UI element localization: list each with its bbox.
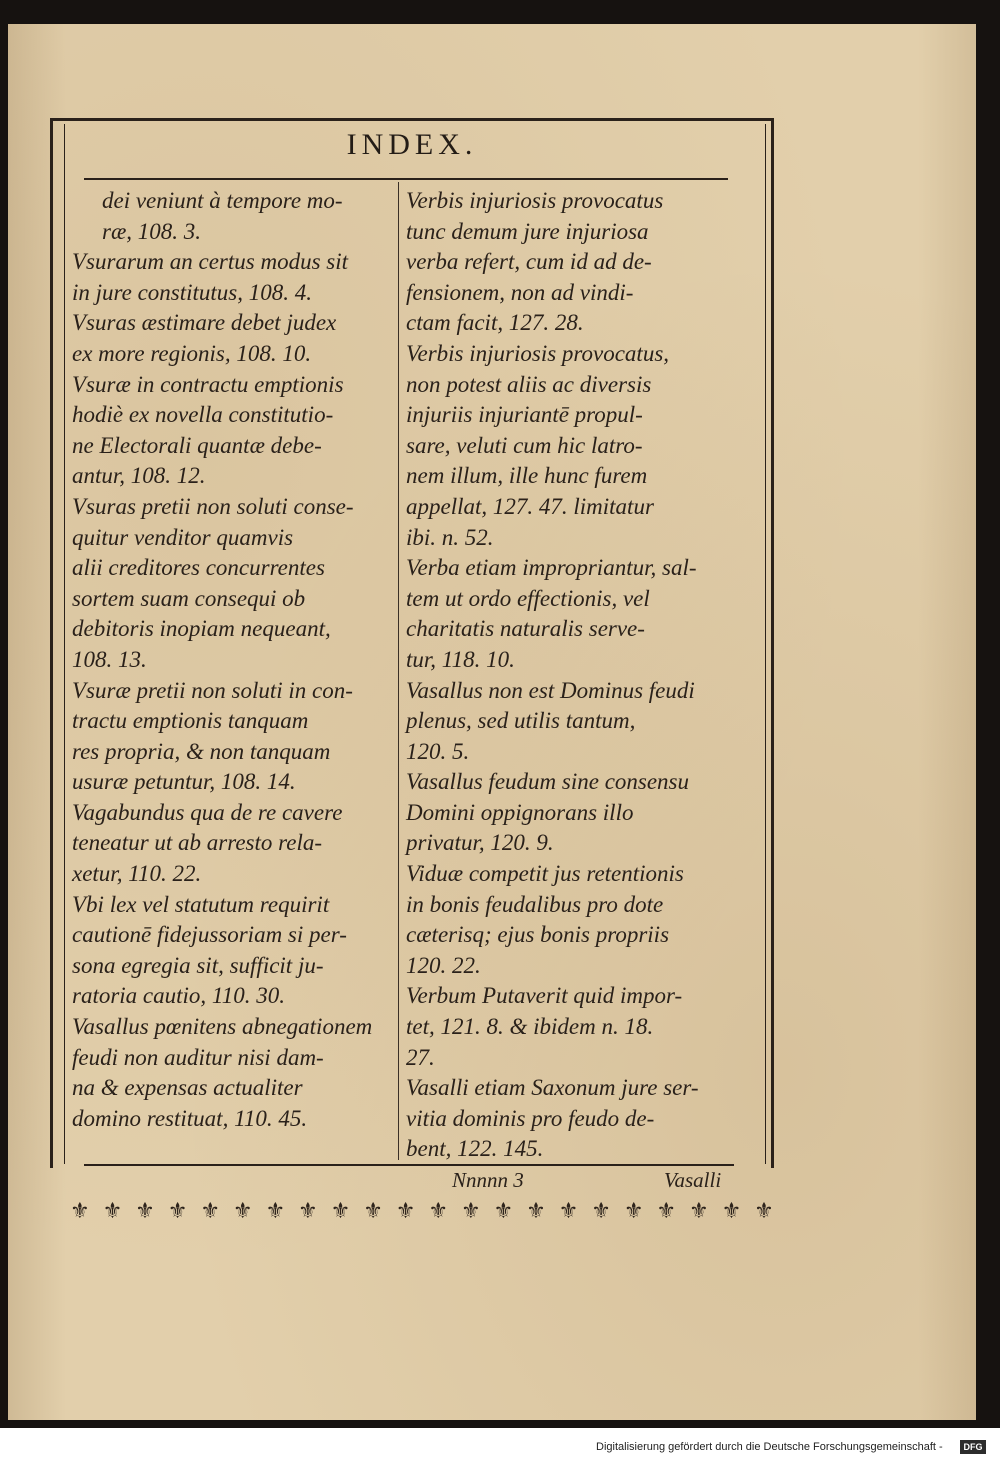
ornament-band [70, 1196, 774, 1226]
index-entry [406, 859, 724, 981]
entry-line: tem ut ordo effectionis, vel [406, 585, 650, 611]
index-entry [72, 370, 390, 492]
entry-line: Domini oppignorans illo [406, 799, 634, 825]
entry-line: Verbis injuriosis provocatus, [406, 340, 670, 366]
fleuron-icon: ⚜ [623, 1198, 644, 1223]
entry-line: privatur, 120. 9. [406, 830, 554, 856]
index-entry [406, 339, 724, 553]
entry-line: fensionem, non ad vindi- [406, 279, 634, 305]
signature-mark: Nnnnn 3 [452, 1168, 524, 1192]
entry-line: sare, veluti cum hic latro- [406, 432, 643, 458]
entry-line: vitia dominis pro feudo de- [406, 1105, 655, 1131]
entry-line: Viduæ competit jus retentionis [406, 861, 684, 887]
entry-line: debitoris inopiam nequeant, [72, 616, 331, 642]
digitization-credit: Digitalisierung gefördert durch die Deutsche Forschungsgemeinschaft - [596, 1441, 943, 1453]
entry-line: injuriis injuriantē propul- [406, 402, 643, 428]
fleuron-icon: ⚜ [526, 1198, 546, 1223]
column-divider [398, 182, 399, 1160]
entry-line: sona egregia sit, sufficit ju- [72, 952, 324, 978]
fleuron-icon: ⚜ [656, 1198, 677, 1223]
entry-line: ctam facit, 127. 28. [406, 310, 584, 336]
index-entry [406, 186, 724, 339]
entry-line: xetur, 110. 22. [72, 861, 202, 887]
entry-line: verba refert, cum id ad de- [406, 249, 652, 275]
entry-line: Vsurarum an certus modus sit [72, 249, 349, 275]
entry-line: nem illum, ille hunc furem [406, 463, 648, 489]
entry-line: Vsuras æstimare debet judex [72, 310, 337, 336]
entry-line: ex more regionis, 108. 10. [72, 340, 312, 366]
entry-line: appellat, 127. 47. limitatur [406, 493, 654, 519]
entry-line: Vbi lex vel statutum requirit [72, 891, 330, 917]
entry-line: Vasalli etiam Saxonum jure ser- [406, 1075, 699, 1101]
fleuron-icon: ⚜ [428, 1198, 449, 1223]
right-column [406, 186, 724, 1165]
fleuron-icon: ⚜ [721, 1198, 742, 1223]
entry-line: Verbum Putaverit quid impor- [406, 983, 683, 1009]
index-entry [406, 981, 724, 1073]
fleuron-icon: ⚜ [493, 1198, 514, 1223]
entry-line: Vsuræ in contractu emptionis [72, 371, 344, 397]
index-entry [72, 1012, 390, 1134]
entry-line: ræ, 108. 3. [102, 218, 202, 244]
entry-line: plenus, sed utilis tantum, [406, 708, 636, 734]
entry-line: bent, 122. 145. [406, 1136, 544, 1162]
entry-line: tur, 118. 10. [406, 646, 515, 672]
fleuron-icon: ⚜ [591, 1198, 611, 1223]
entry-line: tunc demum jure injuriosa [406, 218, 649, 244]
entry-line: Vasallus feudum sine consensu [406, 769, 690, 795]
fleuron-icon: ⚜ [200, 1198, 221, 1223]
entry-line: alii creditores concurrentes [72, 555, 325, 581]
fleuron-icon: ⚜ [70, 1198, 90, 1223]
entry-line: in bonis feudalibus pro dote [406, 891, 664, 917]
entry-line: teneatur ut ab arresto rela- [72, 830, 322, 856]
entry-line: usuræ petuntur, 108. 14. [72, 769, 296, 795]
entry-line: na & expensas actualiter [72, 1075, 303, 1101]
entry-line: feudi non auditur nisi dam- [72, 1044, 324, 1070]
entry-line: ibi. n. 52. [406, 524, 494, 550]
index-entry [406, 767, 724, 859]
index-entry [72, 676, 390, 798]
header-rule [84, 178, 728, 180]
left-column [72, 186, 390, 1134]
fleuron-icon: ⚜ [688, 1198, 709, 1223]
entry-line: res propria, & non tanquam [72, 738, 331, 764]
entry-line: antur, 108. 12. [72, 463, 206, 489]
entry-line: Vagabundus qua de re cavere [72, 799, 343, 825]
fleuron-icon: ⚜ [102, 1198, 123, 1223]
catchword: Vasalli [664, 1168, 722, 1192]
fleuron-icon: ⚜ [298, 1198, 318, 1223]
fleuron-icon: ⚜ [754, 1198, 774, 1223]
fleuron-icon: ⚜ [232, 1198, 253, 1223]
entry-line: quitur venditor quamvis [72, 524, 294, 550]
fleuron-icon: ⚜ [363, 1198, 383, 1223]
entry-line: in jure constitutus, 108. 4. [72, 279, 313, 305]
entry-line: dei veniunt à tempore mo- [102, 188, 343, 213]
dfg-logo-icon: DFG [960, 1440, 986, 1454]
index-entry [72, 308, 390, 369]
index-entry [406, 676, 724, 768]
entry-line: Verba etiam impropriantur, sal- [406, 555, 697, 581]
entry-line: Vsuræ pretii non soluti in con- [72, 677, 353, 703]
entry-line: Vasallus pœnitens abnegationem [72, 1014, 373, 1040]
entry-line: charitatis naturalis serve- [406, 616, 645, 642]
fleuron-icon: ⚜ [330, 1198, 351, 1223]
fleuron-icon: ⚜ [460, 1198, 481, 1223]
entry-line: tet, 121. 8. & ibidem n. 18. [406, 1014, 654, 1040]
index-entry [72, 890, 390, 1012]
index-entry [72, 492, 390, 676]
entry-line: hodiè ex novella constitutio- [72, 402, 334, 428]
fleuron-icon: ⚜ [558, 1198, 579, 1223]
entry-line: non potest aliis ac diversis [406, 371, 652, 397]
entry-line: 120. 22. [406, 952, 481, 978]
fleuron-icon: ⚜ [395, 1198, 416, 1223]
entry-line: sortem suam consequi ob [72, 585, 306, 611]
entry-line: cæterisq; ejus bonis propriis [406, 922, 670, 948]
index-entry [72, 798, 390, 890]
page-title: INDEX. [346, 128, 478, 161]
index-entry [72, 247, 390, 308]
entry-line: ne Electorali quantæ debe- [72, 432, 322, 458]
entry-line: ratoria cautio, 110. 30. [72, 983, 285, 1009]
index-entry [406, 1073, 724, 1165]
entry-line: 120. 5. [406, 738, 470, 764]
fleuron-icon: ⚜ [265, 1198, 286, 1223]
fleuron-icon: ⚜ [135, 1198, 155, 1223]
entry-line: 27. [406, 1044, 435, 1070]
fleuron-icon: ⚜ [167, 1198, 188, 1223]
entry-line: cautionē fidejussoriam si per- [72, 922, 347, 948]
entry-line: tractu emptionis tanquam [72, 708, 309, 734]
index-entry [72, 186, 390, 247]
entry-line: 108. 13. [72, 646, 147, 672]
entry-line: Verbis injuriosis provocatus [406, 188, 664, 213]
entry-line: Vasallus non est Dominus feudi [406, 677, 695, 703]
entry-line: Vsuras pretii non soluti conse- [72, 493, 354, 519]
entry-line: domino restituat, 110. 45. [72, 1105, 308, 1131]
index-entry [406, 553, 724, 675]
footer-rule [84, 1164, 734, 1166]
